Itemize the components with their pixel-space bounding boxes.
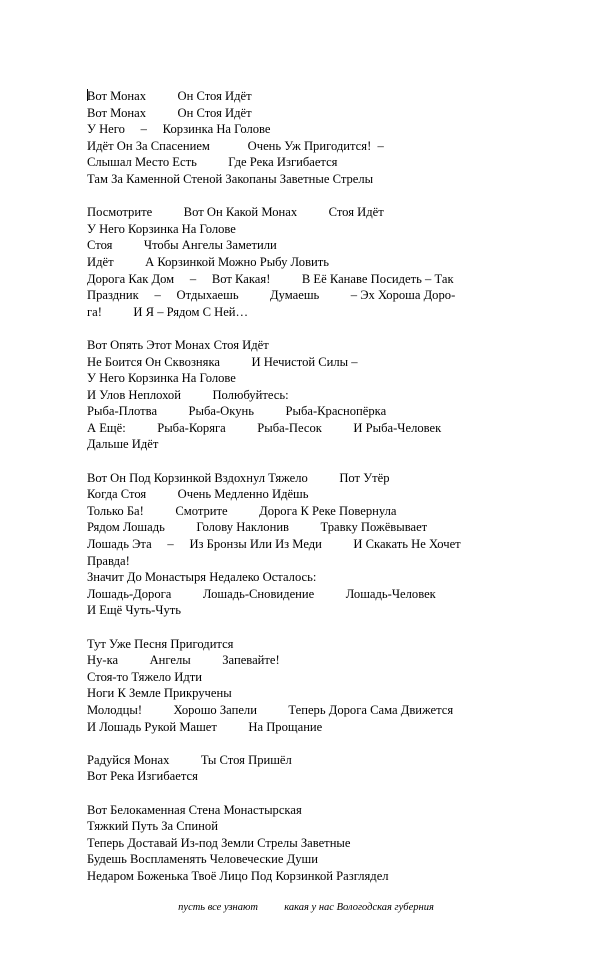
poem-line: Ну-ка Ангелы Запевайте! <box>87 653 280 668</box>
poem-line: Тяжкий Путь За Спиной <box>87 819 218 834</box>
poem-line: Будешь Воспламенять Человеческие Души <box>87 852 318 867</box>
poem-line <box>87 88 527 105</box>
poem-line: Идёт А Корзинкой Можно Рыбу Ловить <box>87 254 330 269</box>
poem-line: Вот Белокаменная Стена Монастырская <box>87 802 302 817</box>
poem-line: Стоя-то Тяжело Идти <box>87 669 203 684</box>
poem-line: Правда! <box>87 553 130 568</box>
poem-line: Дальше Идёт <box>87 437 159 452</box>
stanza-3 <box>87 337 527 453</box>
poem-line: Дорога Как Дом – Вот Какая! В Её Канаве Посидеть – Так <box>87 271 454 286</box>
poem-line: Там За Каменной Стеной Закопаны Заветные Стрелы <box>87 171 374 186</box>
poem-line: Вот Монах Он Стоя Идёт <box>87 105 252 120</box>
stanza-1 <box>87 88 527 188</box>
stanza-2 <box>87 204 527 320</box>
stanza-5 <box>87 636 527 736</box>
poem-line: Посмотрите Вот Он Какой Монах Стоя Идёт <box>87 205 384 220</box>
poem-line: Ноги К Земле Прикручены <box>87 686 232 701</box>
poem-line: Вот Река Изгибается <box>87 769 198 784</box>
poem-body <box>87 88 527 901</box>
poem-line-text: Вот Монах Он Стоя Идёт <box>87 89 252 103</box>
poem-line: Лошадь Эта – Из Бронзы Или Из Меди И Скакать Не Хочет <box>87 537 461 552</box>
poem-line: Лошадь-Дорога Лошадь-Сновидение Лошадь-Человек <box>87 586 436 601</box>
poem-line: И Ещё Чуть-Чуть <box>87 603 182 618</box>
poem-line: Радуйся Монах Ты Стоя Пришёл <box>87 752 292 767</box>
poem-line: Не Боится Он Сквозняка И Нечистой Силы – <box>87 354 358 369</box>
footer-note: пусть все узнают какая у нас Вологодская губерния <box>178 902 434 913</box>
poem-line: Когда Стоя Очень Медленно Идёшь <box>87 487 309 502</box>
stanza-7 <box>87 802 527 885</box>
poem-line: Недаром Боженька Твоё Лицо Под Корзинкой Разглядел <box>87 868 389 883</box>
stanza-4 <box>87 470 527 619</box>
poem-line: Вот Он Под Корзинкой Вздохнул Тяжело Пот Утёр <box>87 470 390 485</box>
poem-line: Вот Опять Этот Монах Стоя Идёт <box>87 337 269 352</box>
poem-line: Значит До Монастыря Недалеко Осталось: <box>87 570 317 585</box>
poem-line: Идёт Он За Спасением Очень Уж Пригодится! – <box>87 138 384 153</box>
poem-line: Рыба-Плотва Рыба-Окунь Рыба-Краснопёрка <box>87 404 387 419</box>
poem-line: Теперь Доставай Из-под Земли Стрелы Заветные <box>87 835 351 850</box>
poem-line: Молодцы! Хорошо Запели Теперь Дорога Сама Движется <box>87 702 454 717</box>
poem-line: Слышал Место Есть Где Река Изгибается <box>87 155 338 170</box>
poem-line: Рядом Лошадь Голову Наклонив Травку Пожёвывает <box>87 520 428 535</box>
poem-line: И Лошадь Рукой Машет На Прощание <box>87 719 323 734</box>
poem-line: У Него Корзинка На Голове <box>87 371 236 386</box>
poem-line: И Улов Неплохой Полюбуйтесь: <box>87 387 289 402</box>
poem-line: У Него Корзинка На Голове <box>87 221 236 236</box>
poem-line: Стоя Чтобы Ангелы Заметили <box>87 238 277 253</box>
stanza-6 <box>87 752 527 785</box>
poem-line: А Ещё: Рыба-Корягa Рыба-Песок И Рыба-Человек <box>87 420 442 435</box>
poem-line: Только Ба! Смотрите Дорога К Реке Повернула <box>87 503 397 518</box>
poem-line: Тут Уже Песня Пригодится <box>87 636 234 651</box>
poem-line: У Него – Корзинка На Голове <box>87 122 271 137</box>
poem-line: га! И Я – Рядом С Ней… <box>87 304 249 319</box>
poem-line: Праздник – Отдыхаешь Думаешь – Эх Хороша Доро- <box>87 288 456 303</box>
